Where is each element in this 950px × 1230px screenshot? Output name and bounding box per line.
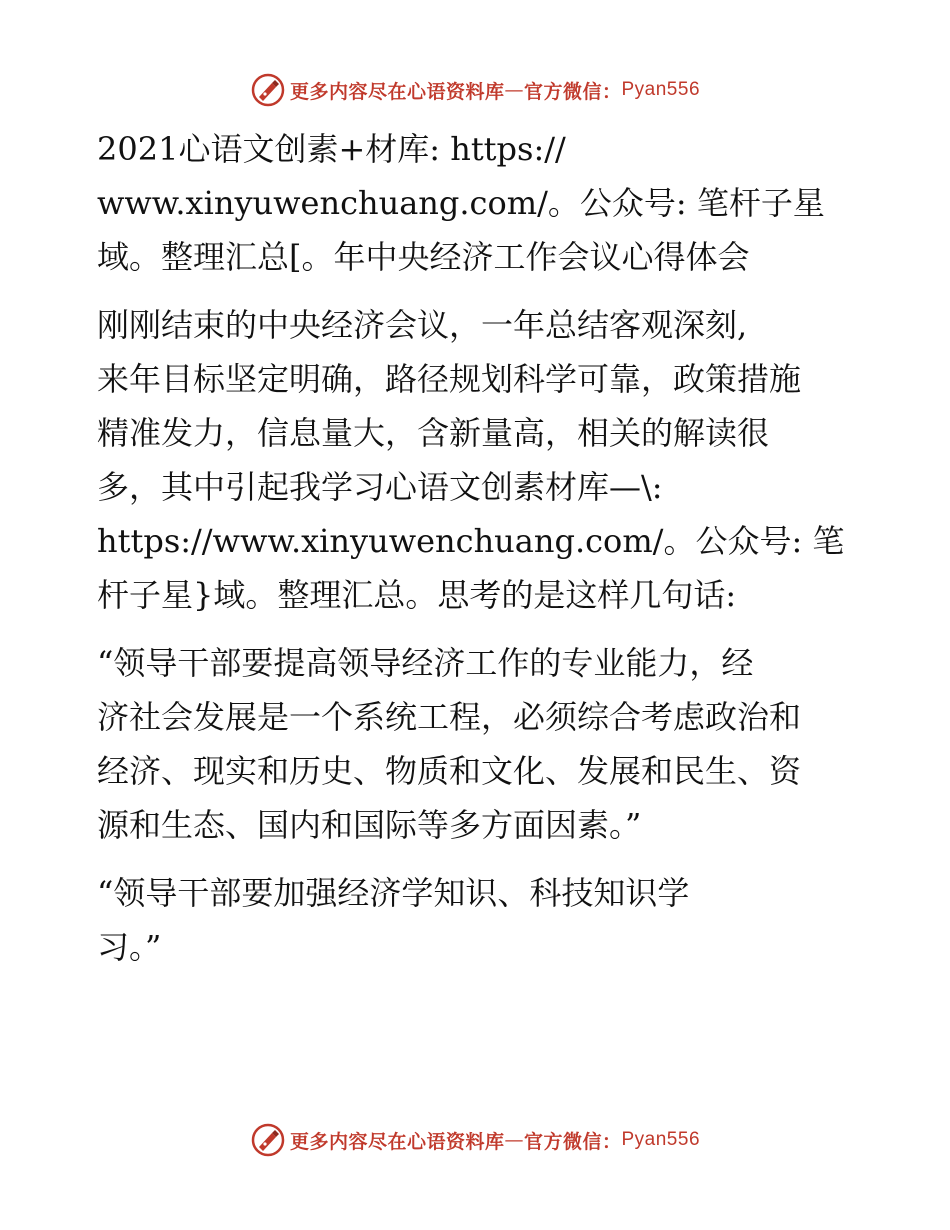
- pen-nib-logo-icon: [250, 72, 286, 108]
- text-line: 精准发力，信息量大，含新量高，相关的解读很: [97, 414, 770, 452]
- paragraph-1: [97, 122, 857, 284]
- watermark-wechat-label: 官方微信：: [523, 1130, 622, 1153]
- watermark-wechat-id: Pyan556: [621, 79, 701, 100]
- text-line: 域。整理汇总[。年中央经济工作会议心得体会: [97, 238, 750, 276]
- text-line: 源和生态、国内和国际等多方面因素。”: [97, 806, 642, 844]
- text-line: 经济、现实和历史、物质和文化、发展和民生、资: [97, 752, 802, 790]
- text-line: 杆子星}域。整理汇总。思考的是这样几句话:: [97, 576, 737, 614]
- text-line: 济社会发展是一个系统工程，必须综合考虑政治和: [97, 698, 802, 736]
- watermark-wechat-id: Pyan556: [621, 1129, 701, 1150]
- watermark-wechat-label: 官方微信：: [523, 80, 622, 103]
- header-watermark: [0, 70, 950, 110]
- watermark-separator: —: [504, 1129, 524, 1151]
- text-line: 2021心语文创素+材库: https://: [97, 130, 566, 168]
- text-line: 来年目标坚定明确，路径规划科学可靠，政策措施: [97, 360, 802, 398]
- watermark-separator: —: [504, 79, 524, 101]
- text-line: 多，其中引起我学习心语文创素材库—\:: [97, 468, 663, 506]
- text-line: https://www.xinyuwenchuang.com/。公众号: 笔: [97, 522, 845, 560]
- document-body: [97, 122, 857, 974]
- pen-nib-logo-icon: [250, 1122, 286, 1158]
- text-line: 刚刚结束的中央经济会议，一年总结客观深刻,: [97, 306, 748, 344]
- text-line: “领导干部要加强经济学知识、科技知识学: [97, 874, 690, 912]
- watermark-lead-text: 更多内容尽在心语资料库: [289, 80, 505, 103]
- text-line: www.xinyuwenchuang.com/。公众号: 笔杆子星: [97, 184, 825, 222]
- text-line: 习。”: [97, 928, 162, 966]
- watermark-lead-text: 更多内容尽在心语资料库: [289, 1130, 505, 1153]
- footer-watermark: [0, 1120, 950, 1160]
- paragraph-2: [97, 298, 857, 622]
- paragraph-3: [97, 636, 857, 852]
- text-line: “领导干部要提高领导经济工作的专业能力，经: [97, 644, 754, 682]
- paragraph-4: [97, 866, 857, 974]
